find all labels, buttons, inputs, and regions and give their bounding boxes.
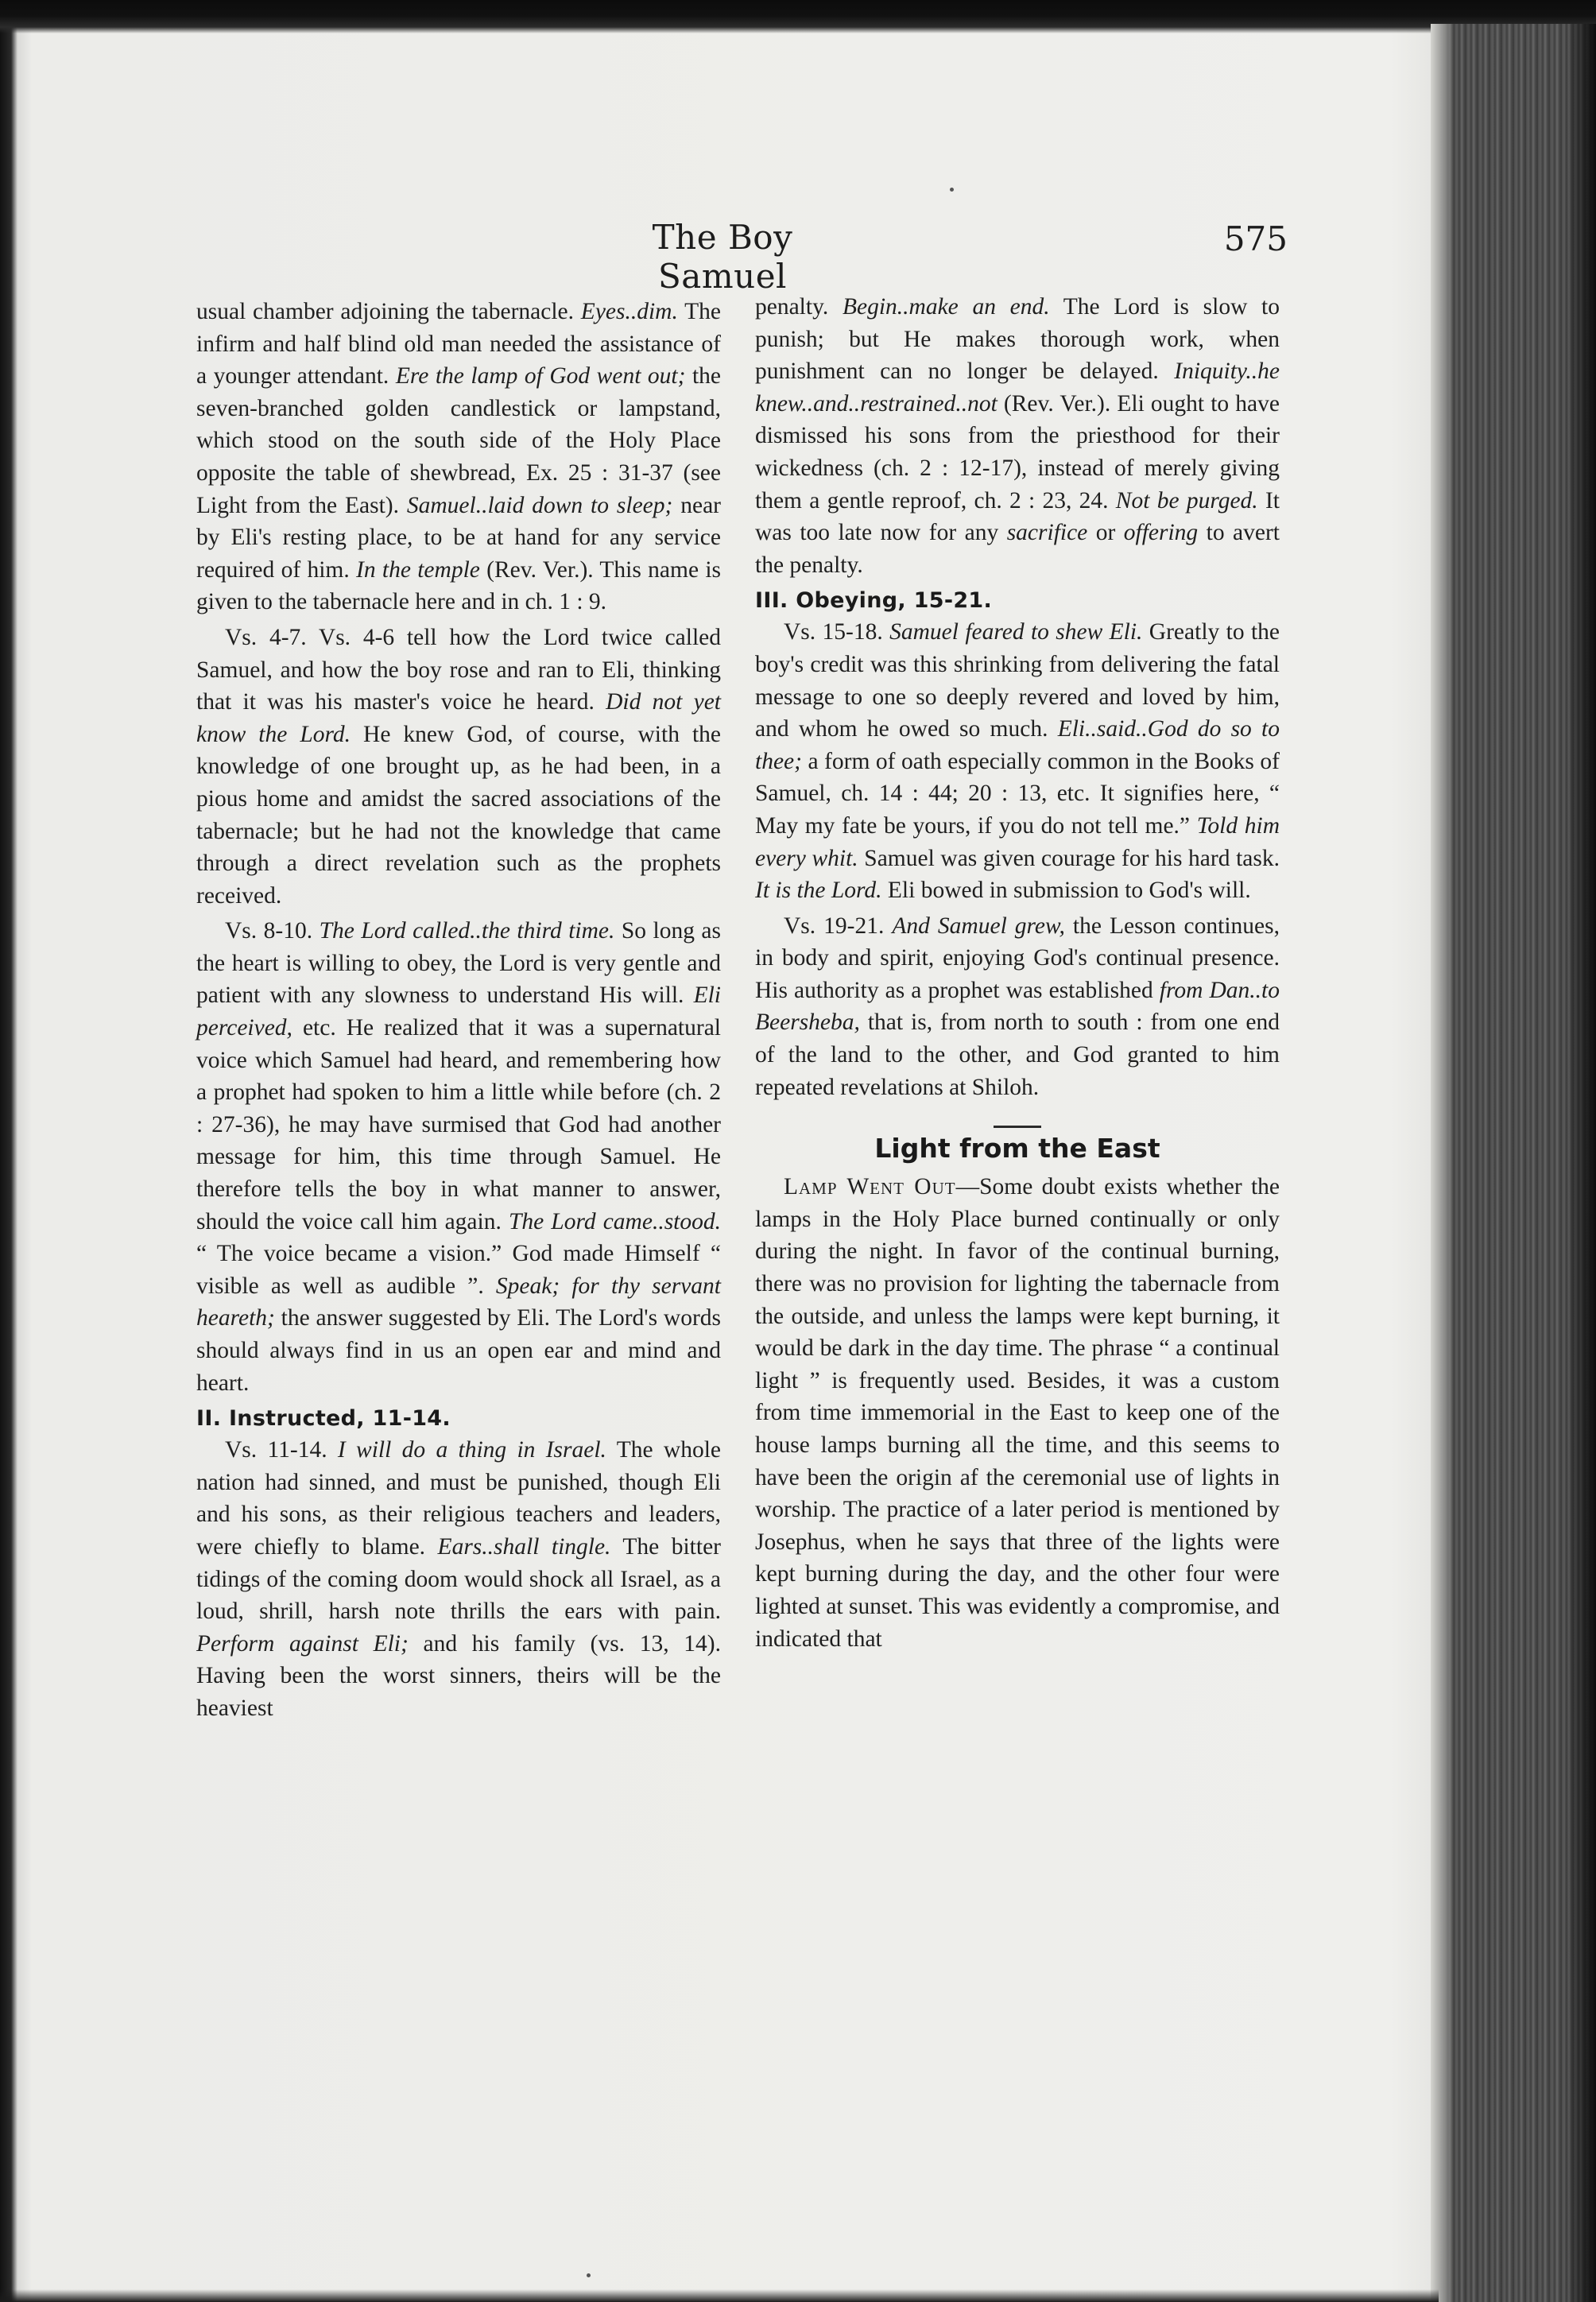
paragraph <box>755 1171 1280 1655</box>
italic-run: Not be purged. <box>1115 487 1258 513</box>
page-number: 575 <box>1223 219 1288 258</box>
print-speck <box>950 188 954 192</box>
italic-run: Eyes..dim. <box>580 299 678 324</box>
paragraph: Vs. 11-14. I will do a thing in Israel. The whole nation had sinned, and must be punished, though Eli and his sons, as their religious teachers and leaders, were chiefly to blame. Ears..shall tingle. The bitter tidings of the coming doom would shock all Israel, as a loud, shrill, harsh note thrills the ears with pain. Perform against Eli; and his family (vs. 13, 14). Having been the worst sinners, theirs will be the heaviest <box>196 1437 722 1721</box>
italic-run: Told him every whit. <box>755 812 1280 871</box>
italic-run: sacrifice <box>1006 520 1088 546</box>
section-heading: III. Obeying, 15-21. <box>755 588 993 614</box>
right-column <box>755 291 1280 1655</box>
subheading: Light from the East <box>874 1133 1160 1165</box>
running-head: The Boy Samuel <box>652 218 793 296</box>
bottom-shadow <box>0 2289 1439 2302</box>
italic-run: Ears..shall tingle. <box>437 1533 611 1560</box>
italic-run: It is the Lord. <box>755 878 882 904</box>
paragraph: Vs. 4-7. Vs. 4-6 tell how the Lord twice called Samuel, and how the boy rose and ran to Eli, thinking that it was his master's voice he heard. Did not yet know the Lord. He knew God, of course, with the knowledge of one brought up, as he had been, in a pious home and amidst the sacred associations of the tabernacle; but he had not the knowledge that came through a direct revelation such as the prophets received. <box>196 624 721 909</box>
divider-rule <box>994 1126 1041 1128</box>
italic-run: Speak; for thy servant heareth; <box>196 1273 721 1331</box>
italic-run: Iniquity..he knew..and..restrained..not <box>755 358 1280 417</box>
italic-run: Did not yet know the Lord. <box>196 689 721 747</box>
paragraph: Vs. 19-21. And Samuel grew, the Lesson continues, in body and spirit, enjoying God's continual presence. His authority as a prophet was established from Dan..to Beersheba, that is, from north to south : from one end of the land to the other, and God granted to him repeated revelations at Shiloh. <box>755 913 1280 1100</box>
italic-run: Samuel feared to shew Eli. <box>889 619 1143 645</box>
top-shadow <box>0 0 1596 33</box>
italic-run: The Lord came..stood. <box>508 1208 721 1234</box>
paragraph-lead: Lamp Went Out <box>784 1174 956 1200</box>
italic-run: from Dan..to Beersheba, <box>755 977 1280 1036</box>
paragraph-body: —Some doubt exists whether the lamps in the Holy Place burned continually or only during the night. In favor of the continual burning, there was no provision for lighting the tabernacle from the outside, and unless the lamps were kept burning, it would be dark in the day time. The phrase “ a continual light ” is frequently used. Besides, it was a custom from time immemorial in the East to keep one of the house lamps burning all the time, and this seems to have been the origin af the ceremonial use of lights in worship. The practice of a later period is mentioned by Josephus, when he says that three of the lights were kept burning during the day, and the other four were lighted at sunset. This was evidently a compromise, and indicated that <box>755 1174 1280 1652</box>
italic-run: Eli perceived, <box>196 982 721 1041</box>
italic-run: In the temple <box>356 556 480 583</box>
italic-run: Ere the lamp of God went out; <box>395 363 686 389</box>
paragraph: Vs. 8-10. The Lord called..the third time. So long as the heart is willing to obey, the Lord is very gentle and patient with any slowness to understand His will. Eli perceived, etc. He realized that it was a supernatural voice which Samuel had heard, and remembering how a prophet had spoken to him a little while before (ch. 2 : 27-36), he may have surmised that God had another message for him, this time through Samuel. He therefore tells the boy in what manner to answer, should the voice call him again. The Lord came..stood. “ The voice became a vision.” God made Himself “ visible as well as audible ”. Speak; for thy servant heareth; the answer suggested by Eli. The Lord's words should always find in us an open ear and mind and heart. <box>196 918 721 1396</box>
italic-run: The Lord called..the third time. <box>319 918 615 944</box>
paragraph: penalty. Begin..make an end. The Lord is slow to punish; but He makes thorough work, when punishment can no longer be delayed. Iniquity..he knew..and..restrained..not (Rev. Ver.). Eli ought to have dismissed his sons from the priesthood for their wickedness (ch. 2 : 12-17), instead of merely giving them a gentle reproof, ch. 2 : 23, 24. Not be purged. It was too late now for any sacrifice or offering to avert the penalty. <box>755 294 1280 578</box>
italic-run: I will do a thing in Israel. <box>337 1437 606 1463</box>
print-speck <box>587 2273 591 2277</box>
italic-run: Begin..make an end. <box>842 294 1050 320</box>
paragraph: usual chamber adjoining the tabernacle. Eyes..dim. The infirm and half blind old man needed the assistance of a younger attendant. Ere the lamp of God went out; the seven-branched golden candlestick or lampstand, which stood on the south side of the Holy Place opposite the table of shewbread, Ex. 25 : 31-37 (see Light from the East). Samuel..laid down to sleep; near by Eli's resting place, to be at hand for any service required of him. In the temple (Rev. Ver.). This name is given to the tabernacle here and in ch. 1 : 9. <box>196 299 722 615</box>
left-column <box>196 296 721 1725</box>
paragraph: Vs. 15-18. Samuel feared to shew Eli. Greatly to the boy's credit was this shrinking from delivering the fatal message to one so deeply revered and loved by him, and whom he owed so much. Eli..said..God do so to thee; a form of oath especially common in the Books of Samuel, ch. 14 : 44; 20 : 13, etc. It signifies here, “ May my fate be yours, if you do not tell me.” Told him every whit. Samuel was given courage for his hard task. It is the Lord. Eli bowed in submission to God's will. <box>755 619 1280 904</box>
italic-run: Eli..said..God do so to thee; <box>755 716 1280 774</box>
italic-run: And Samuel grew, <box>892 913 1065 939</box>
italic-run: Perform against Eli; <box>196 1630 409 1657</box>
italic-run: offering <box>1123 520 1199 546</box>
book-page-edges <box>1431 24 1596 2302</box>
section-heading: II. Instructed, 11-14. <box>196 1406 451 1432</box>
italic-run: Samuel..laid down to sleep; <box>406 492 673 518</box>
